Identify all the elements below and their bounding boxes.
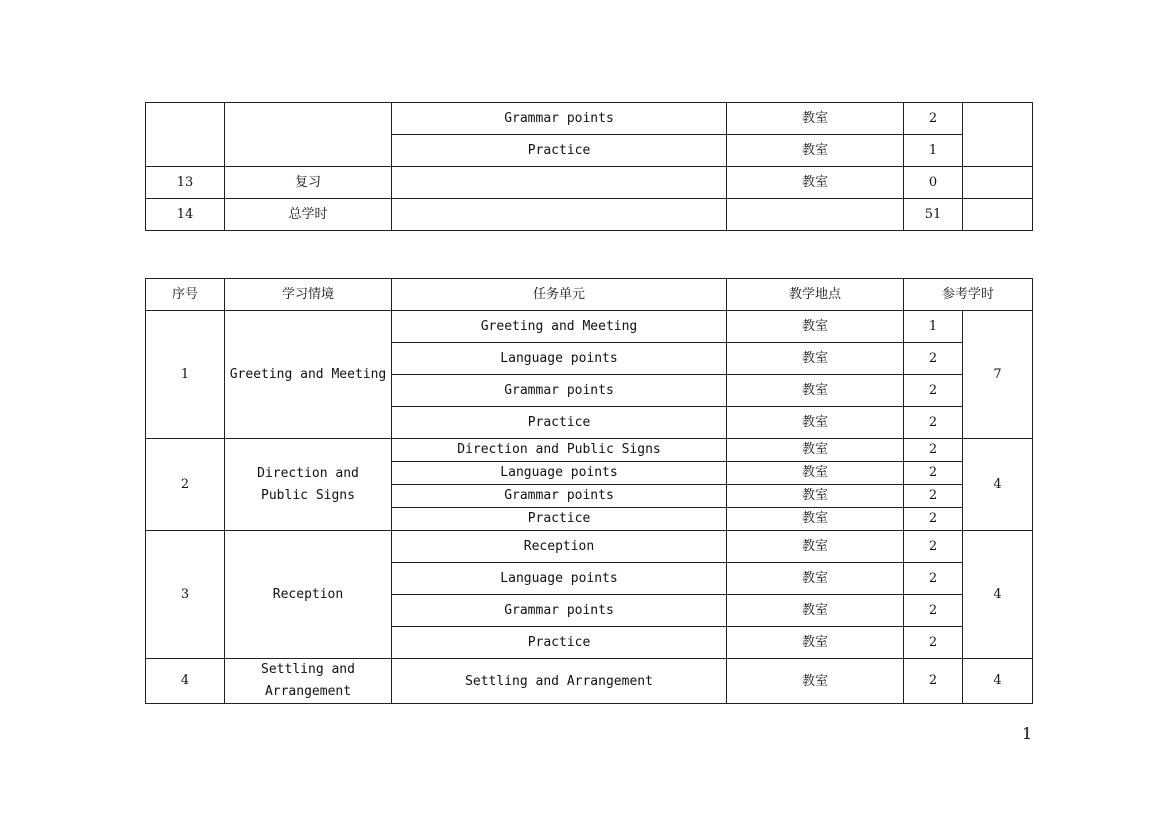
cell-unit	[392, 167, 727, 199]
cell-unit	[392, 199, 727, 231]
cell-situation: 复习	[225, 167, 392, 199]
cell-place: 教室	[727, 485, 904, 508]
cell-hours: 2	[904, 659, 963, 704]
cell-place: 教室	[727, 531, 904, 563]
schedule-table-continued	[145, 102, 1033, 231]
cell-unit: Practice	[392, 407, 727, 439]
cell-place: 教室	[727, 462, 904, 485]
cell-unit: Reception	[392, 531, 727, 563]
cell-place: 教室	[727, 407, 904, 439]
cell-situation: Greeting and Meeting	[225, 311, 392, 439]
schedule-table	[145, 278, 1033, 704]
header-place: 教学地点	[727, 279, 904, 311]
cell-place: 教室	[727, 508, 904, 531]
cell-place: 教室	[727, 375, 904, 407]
cell-no: 2	[146, 439, 225, 531]
cell-hours: 2	[904, 563, 963, 595]
cell-unit: Practice	[392, 627, 727, 659]
cell-total: 4	[963, 659, 1033, 704]
cell-hours: 2	[904, 407, 963, 439]
cell-hours: 2	[904, 343, 963, 375]
cell-no: 13	[146, 167, 225, 199]
table-row	[146, 439, 1033, 462]
cell-hours: 2	[904, 595, 963, 627]
cell-unit: Practice	[392, 508, 727, 531]
cell-place: 教室	[727, 563, 904, 595]
cell-hours: 0	[904, 167, 963, 199]
header-situation: 学习情境	[225, 279, 392, 311]
cell-no	[146, 103, 225, 167]
cell-unit: Settling and Arrangement	[392, 659, 727, 704]
table-row	[146, 167, 1033, 199]
cell-total	[963, 103, 1033, 167]
cell-unit: Language points	[392, 563, 727, 595]
cell-place: 教室	[727, 103, 904, 135]
cell-place: 教室	[727, 167, 904, 199]
cell-hours: 2	[904, 508, 963, 531]
cell-total	[963, 199, 1033, 231]
table-row	[146, 531, 1033, 563]
cell-place: 教室	[727, 311, 904, 343]
cell-place: 教室	[727, 135, 904, 167]
header-no: 序号	[146, 279, 225, 311]
cell-place: 教室	[727, 439, 904, 462]
cell-unit: Greeting and Meeting	[392, 311, 727, 343]
cell-hours: 2	[904, 531, 963, 563]
cell-unit: Grammar points	[392, 103, 727, 135]
cell-unit: Grammar points	[392, 595, 727, 627]
page-number: 1	[1022, 724, 1033, 743]
table-row	[146, 311, 1033, 343]
cell-hours: 2	[904, 375, 963, 407]
cell-unit: Language points	[392, 462, 727, 485]
cell-total: 7	[963, 311, 1033, 439]
cell-situation: 总学时	[225, 199, 392, 231]
cell-hours: 2	[904, 627, 963, 659]
header-hours: 参考学时	[904, 279, 1033, 311]
cell-place: 教室	[727, 659, 904, 704]
cell-place	[727, 199, 904, 231]
header-unit: 任务单元	[392, 279, 727, 311]
cell-situation: Direction and Public Signs	[225, 439, 392, 531]
cell-no: 14	[146, 199, 225, 231]
cell-situation	[225, 103, 392, 167]
cell-place: 教室	[727, 343, 904, 375]
table-row	[146, 103, 1033, 135]
table-row	[146, 199, 1033, 231]
cell-situation: Reception	[225, 531, 392, 659]
cell-hours: 2	[904, 485, 963, 508]
cell-place: 教室	[727, 627, 904, 659]
cell-hours: 2	[904, 103, 963, 135]
cell-total: 4	[963, 439, 1033, 531]
cell-total	[963, 167, 1033, 199]
cell-unit: Grammar points	[392, 485, 727, 508]
cell-unit: Grammar points	[392, 375, 727, 407]
cell-unit: Language points	[392, 343, 727, 375]
cell-situation: Settling and Arrangement	[225, 659, 392, 704]
cell-no: 4	[146, 659, 225, 704]
cell-hours: 51	[904, 199, 963, 231]
cell-unit: Practice	[392, 135, 727, 167]
cell-no: 1	[146, 311, 225, 439]
cell-hours: 2	[904, 462, 963, 485]
cell-total: 4	[963, 531, 1033, 659]
cell-hours: 1	[904, 135, 963, 167]
cell-hours: 1	[904, 311, 963, 343]
cell-place: 教室	[727, 595, 904, 627]
cell-hours: 2	[904, 439, 963, 462]
table-header-row	[146, 279, 1033, 311]
table-row	[146, 659, 1033, 704]
cell-no: 3	[146, 531, 225, 659]
cell-unit: Direction and Public Signs	[392, 439, 727, 462]
